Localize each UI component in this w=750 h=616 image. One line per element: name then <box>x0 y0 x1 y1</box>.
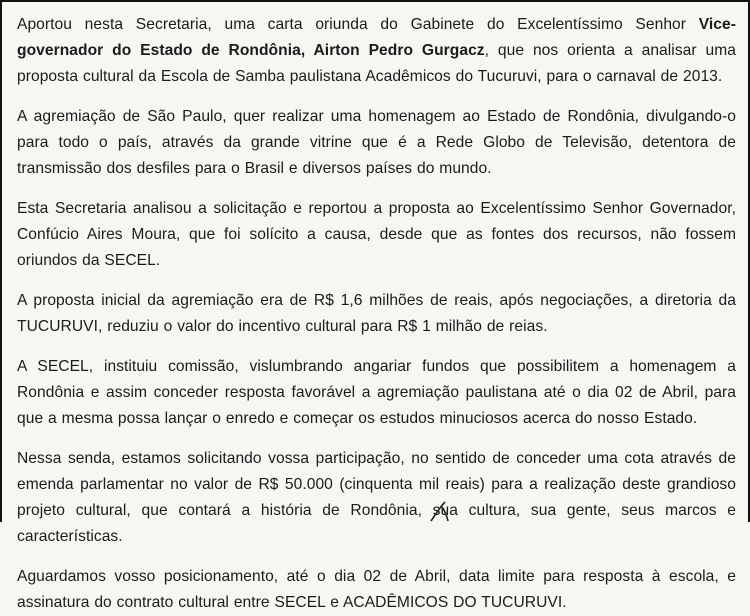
paragraph-1-intro: Aportou nesta Secretaria, uma carta oriunda do Gabinete do Excelentíssimo Senhor <box>17 16 699 33</box>
paragraph-7: Aguardamos vosso posicionamento, até o dia 02 de Abril, data limite para resposta à escola, e assinatura do contrato cultural entre SECEL e ACADÊMICOS DO TUCURUVI. <box>17 568 736 611</box>
paragraph-5: A SECEL, instituiu comissão, vislumbrando angariar fundos que possibilitem a homenagem a Rondônia e assim conceder resposta favorável a agremiação paulistana até o dia 02 de Abril, para que a mesma possa lançar o enredo e começar os estudos minuciosos acerca do nosso Estado. <box>17 358 736 427</box>
paragraph-2: A agremiação de São Paulo, quer realizar uma homenagem ao Estado de Rondônia, divulgando-o para todo o país, através da grande vitrine que é a Rede Globo de Televisão, detentora de transmissão dos desfiles para o Brasil e diversos países do mundo. <box>17 108 736 177</box>
signature-mark-icon <box>427 500 467 522</box>
paragraph-1-rest: , que nos orienta a analisar uma proposta cultural da Escola de Samba paulistana Acadêmicos do Tucuruvi, para o carnaval de 2013. <box>17 42 736 85</box>
paragraph-1-bold-name: Vice-governador do Estado de Rondônia, Airton Pedro Gurgacz <box>17 16 736 59</box>
paragraph-1 <box>17 12 736 90</box>
paragraph-6: Nessa senda, estamos solicitando vossa participação, no sentido de conceder uma cota através de emenda parlamentar no valor de R$ 50.000 (cinquenta mil reais) para a realização deste grandioso projeto cultural, que contará a história de Rondônia, sua cultura, sua gente, seus marcos e características. <box>17 450 736 545</box>
paragraph-4: A proposta inicial da agremiação era de R$ 1,6 milhões de reais, após negociações, a diretoria da TUCURUVI, reduziu o valor do incentivo cultural para R$ 1 milhão de reias. <box>17 292 736 335</box>
paragraph-3: Esta Secretaria analisou a solicitação e reportou a proposta ao Excelentíssimo Senhor Governador, Confúcio Aires Moura, que foi solícito a causa, desde que as fontes dos recursos, não fossem oriundos da SECEL. <box>17 200 736 269</box>
